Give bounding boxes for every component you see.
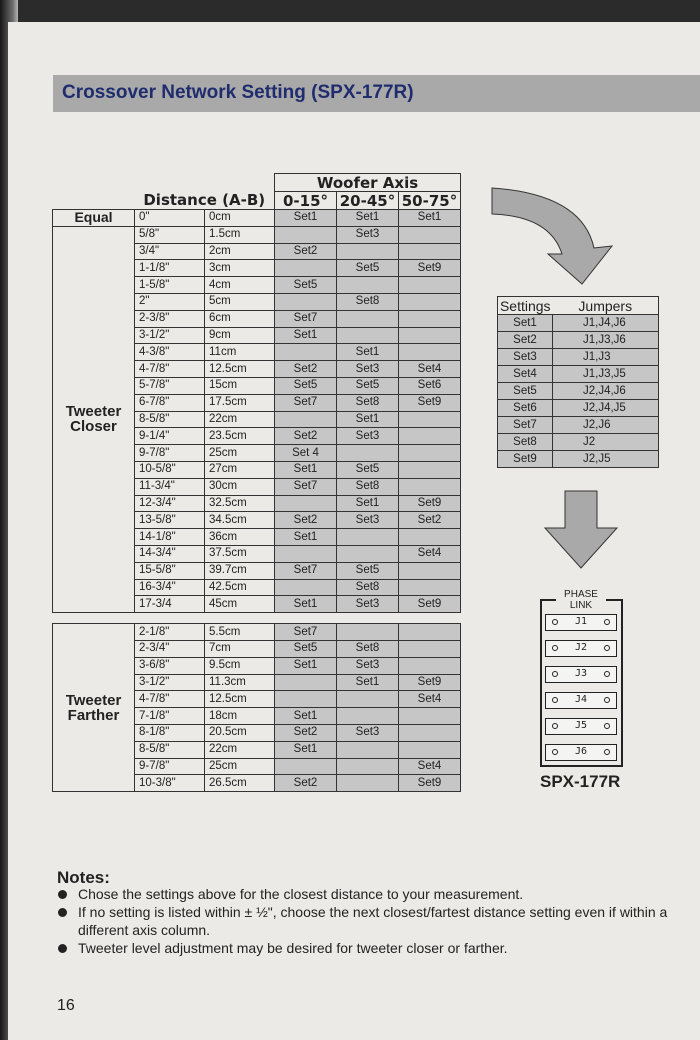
cell-setting: Set3 xyxy=(337,428,399,445)
cell-setting: Set4 xyxy=(399,691,461,708)
spacer-cell xyxy=(135,613,205,624)
cell-cm: 5cm xyxy=(205,293,275,310)
cell-inches: 4-7/8" xyxy=(135,361,205,378)
cell-setting: Set5 xyxy=(337,461,399,478)
cell-setting xyxy=(399,478,461,495)
jumper-label: J5 xyxy=(574,720,588,731)
cell-cm: 32.5cm xyxy=(205,495,275,512)
cell-cm: 9.5cm xyxy=(205,657,275,674)
cell-inches: 6-7/8" xyxy=(135,394,205,411)
cell-setting: Set4 xyxy=(399,361,461,378)
setting-name: Set9 xyxy=(498,451,553,468)
note-text: Tweeter level adjustment may be desired for tweeter closer or farther. xyxy=(78,940,508,956)
cell-setting xyxy=(275,411,337,428)
cell-setting: Set8 xyxy=(337,293,399,310)
cell-setting: Set5 xyxy=(337,377,399,394)
jumper-row xyxy=(498,417,659,434)
jumper-label: J4 xyxy=(574,694,588,705)
cell-setting xyxy=(399,562,461,579)
spacer-cell xyxy=(205,613,275,624)
jumper-j6 xyxy=(545,744,617,761)
jumper-j4 xyxy=(545,692,617,709)
cell-setting xyxy=(275,226,337,243)
cell-setting xyxy=(337,691,399,708)
bullet-icon xyxy=(58,890,67,899)
jumper-j1 xyxy=(545,614,617,631)
cell-cm: 25cm xyxy=(205,758,275,775)
woofer-axis-header: Woofer Axis xyxy=(275,174,461,192)
cell-setting xyxy=(275,674,337,691)
cell-setting xyxy=(399,724,461,741)
cell-setting xyxy=(399,461,461,478)
closer-label: Tweeter Closer xyxy=(53,226,135,612)
cell-setting: Set5 xyxy=(337,562,399,579)
cell-setting xyxy=(275,495,337,512)
closer-row xyxy=(53,226,461,243)
setting-name: Set7 xyxy=(498,417,553,434)
cell-cm: 0cm xyxy=(205,210,275,227)
cell-inches: 2" xyxy=(135,293,205,310)
jumper-row xyxy=(498,434,659,451)
cell-cm: 1.5cm xyxy=(205,226,275,243)
notes-list xyxy=(57,885,687,957)
cell-setting xyxy=(337,277,399,294)
cell-inches: 8-5/8" xyxy=(135,741,205,758)
cell-cm: 6cm xyxy=(205,310,275,327)
cell-inches: 2-1/8" xyxy=(135,624,205,641)
jumper-label: J6 xyxy=(574,746,588,757)
cell-setting xyxy=(399,741,461,758)
cell-inches: 0" xyxy=(135,210,205,227)
cell-cm: 5.5cm xyxy=(205,624,275,641)
cell-inches: 3-1/2" xyxy=(135,327,205,344)
cell-setting xyxy=(399,624,461,641)
cell-setting: Set9 xyxy=(399,394,461,411)
cell-setting xyxy=(275,344,337,361)
cell-setting: Set7 xyxy=(275,478,337,495)
cell-setting xyxy=(399,411,461,428)
note-text: Chose the settings above for the closest distance to your measurement. xyxy=(78,886,524,902)
cell-setting: Set2 xyxy=(275,775,337,792)
cell-setting xyxy=(275,293,337,310)
cell-setting: Set8 xyxy=(337,579,399,596)
cell-cm: 25cm xyxy=(205,445,275,462)
cell-inches: 12-3/4" xyxy=(135,495,205,512)
cell-inches: 10-5/8" xyxy=(135,461,205,478)
cell-setting xyxy=(399,293,461,310)
farther-row xyxy=(53,624,461,641)
model-label: SPX-177R xyxy=(540,772,621,791)
cell-setting xyxy=(399,708,461,725)
cell-setting: Set2 xyxy=(275,512,337,529)
cell-inches: 5-7/8" xyxy=(135,377,205,394)
down-arrow-icon xyxy=(543,490,619,570)
jumper-j2 xyxy=(545,640,617,657)
cell-inches: 3-6/8" xyxy=(135,657,205,674)
cell-cm: 22cm xyxy=(205,411,275,428)
cell-setting: Set2 xyxy=(275,361,337,378)
cell-setting: Set8 xyxy=(337,394,399,411)
jumpers-header: Jumpers xyxy=(553,297,659,315)
cell-cm: 22cm xyxy=(205,741,275,758)
cell-cm: 45cm xyxy=(205,596,275,613)
cell-setting: Set7 xyxy=(275,624,337,641)
cell-setting: Set5 xyxy=(275,377,337,394)
setting-name: Set2 xyxy=(498,332,553,349)
cell-setting: Set 4 xyxy=(275,445,337,462)
note-text: If no setting is listed within ± ½", choose the next closest/fartest distance setting even if within a different axis column. xyxy=(78,904,668,938)
jumper-table xyxy=(497,296,659,468)
jumper-row xyxy=(498,349,659,366)
cell-setting: Set4 xyxy=(399,758,461,775)
cell-setting xyxy=(399,529,461,546)
cell-setting xyxy=(275,691,337,708)
phase-link-title: PHASE LINK xyxy=(556,589,606,611)
note-item xyxy=(57,939,687,957)
curved-arrow-icon xyxy=(490,186,615,286)
cell-cm: 30cm xyxy=(205,478,275,495)
cell-inches: 2-3/8" xyxy=(135,310,205,327)
jumper-row xyxy=(498,400,659,417)
cell-cm: 27cm xyxy=(205,461,275,478)
cell-setting xyxy=(399,243,461,260)
cell-inches: 10-3/8" xyxy=(135,775,205,792)
cell-cm: 9cm xyxy=(205,327,275,344)
cell-setting xyxy=(337,529,399,546)
cell-inches: 2-3/4" xyxy=(135,640,205,657)
setting-name: Set4 xyxy=(498,366,553,383)
cell-inches: 4-7/8" xyxy=(135,691,205,708)
cell-setting: Set1 xyxy=(337,495,399,512)
cell-setting xyxy=(399,277,461,294)
cell-cm: 11cm xyxy=(205,344,275,361)
cell-cm: 4cm xyxy=(205,277,275,294)
cell-cm: 42.5cm xyxy=(205,579,275,596)
cell-setting: Set1 xyxy=(275,596,337,613)
cell-setting: Set2 xyxy=(275,428,337,445)
cell-setting: Set3 xyxy=(337,361,399,378)
jumper-label: J1 xyxy=(574,616,588,627)
jumper-row xyxy=(498,315,659,332)
setting-jumpers: J2,J4,J6 xyxy=(553,383,659,400)
cell-setting xyxy=(337,445,399,462)
cell-cm: 37.5cm xyxy=(205,545,275,562)
equal-row xyxy=(53,210,461,227)
cell-setting xyxy=(337,327,399,344)
cell-inches: 8-1/8" xyxy=(135,724,205,741)
cell-cm: 17.5cm xyxy=(205,394,275,411)
cell-setting: Set1 xyxy=(337,210,399,227)
page-title: Crossover Network Setting (SPX-177R) xyxy=(62,82,414,103)
cell-cm: 15cm xyxy=(205,377,275,394)
cell-inches: 15-5/8" xyxy=(135,562,205,579)
cell-inches: 1-5/8" xyxy=(135,277,205,294)
cell-setting: Set9 xyxy=(399,775,461,792)
setting-name: Set3 xyxy=(498,349,553,366)
cell-inches: 17-3/4 xyxy=(135,596,205,613)
jumper-j3 xyxy=(545,666,617,683)
cell-cm: 12.5cm xyxy=(205,691,275,708)
cell-setting: Set1 xyxy=(275,210,337,227)
cell-inches: 9-7/8" xyxy=(135,758,205,775)
setting-jumpers: J1,J3 xyxy=(553,349,659,366)
setting-jumpers: J2 xyxy=(553,434,659,451)
cell-setting: Set7 xyxy=(275,394,337,411)
cell-cm: 7cm xyxy=(205,640,275,657)
crossover-table xyxy=(52,173,461,792)
bullet-icon xyxy=(58,908,67,917)
cell-setting: Set1 xyxy=(399,210,461,227)
cell-setting xyxy=(337,741,399,758)
cell-setting: Set6 xyxy=(399,377,461,394)
cell-setting xyxy=(275,758,337,775)
cell-setting xyxy=(337,545,399,562)
cell-inches: 16-3/4" xyxy=(135,579,205,596)
cell-inches: 4-3/8" xyxy=(135,344,205,361)
cell-cm: 12.5cm xyxy=(205,361,275,378)
axis-header: 0-15° xyxy=(275,192,337,210)
spacer-cell xyxy=(275,613,337,624)
cell-setting xyxy=(399,640,461,657)
cell-inches: 9-7/8" xyxy=(135,445,205,462)
setting-jumpers: J1,J3,J5 xyxy=(553,366,659,383)
setting-name: Set1 xyxy=(498,315,553,332)
cell-setting: Set1 xyxy=(275,708,337,725)
spacer-cell xyxy=(399,613,461,624)
cell-setting xyxy=(337,708,399,725)
equal-label: Equal xyxy=(53,210,135,227)
cell-cm: 34.5cm xyxy=(205,512,275,529)
setting-name: Set6 xyxy=(498,400,553,417)
setting-name: Set8 xyxy=(498,434,553,451)
cell-inches: 11-3/4" xyxy=(135,478,205,495)
cell-setting xyxy=(399,428,461,445)
cell-cm: 39.7cm xyxy=(205,562,275,579)
group-spacer xyxy=(53,613,461,624)
cell-setting: Set9 xyxy=(399,674,461,691)
setting-jumpers: J2,J5 xyxy=(553,451,659,468)
cell-cm: 2cm xyxy=(205,243,275,260)
cell-setting: Set2 xyxy=(275,724,337,741)
cell-setting xyxy=(399,445,461,462)
cell-cm: 23.5cm xyxy=(205,428,275,445)
jumper-label: J2 xyxy=(574,642,588,653)
cell-setting: Set3 xyxy=(337,512,399,529)
cell-setting: Set9 xyxy=(399,260,461,277)
axis-header: 50-75° xyxy=(399,192,461,210)
bullet-icon xyxy=(58,944,67,953)
cell-inches: 3-1/2" xyxy=(135,674,205,691)
cell-setting xyxy=(399,579,461,596)
cell-setting: Set2 xyxy=(399,512,461,529)
cell-setting: Set1 xyxy=(275,461,337,478)
cell-setting: Set1 xyxy=(337,344,399,361)
note-item xyxy=(57,885,687,903)
cell-setting: Set8 xyxy=(337,640,399,657)
setting-jumpers: J1,J3,J6 xyxy=(553,332,659,349)
cell-setting: Set1 xyxy=(275,657,337,674)
setting-jumpers: J1,J4,J6 xyxy=(553,315,659,332)
cell-setting xyxy=(275,260,337,277)
jumper-row xyxy=(498,383,659,400)
cell-cm: 26.5cm xyxy=(205,775,275,792)
cell-setting: Set3 xyxy=(337,657,399,674)
cell-cm: 3cm xyxy=(205,260,275,277)
cell-inches: 7-1/8" xyxy=(135,708,205,725)
cell-setting xyxy=(337,624,399,641)
cell-setting: Set9 xyxy=(399,495,461,512)
cell-inches: 3/4" xyxy=(135,243,205,260)
cell-setting: Set1 xyxy=(275,529,337,546)
jumper-label: J3 xyxy=(574,668,588,679)
settings-header: Settings xyxy=(498,297,553,315)
cell-setting: Set3 xyxy=(337,724,399,741)
cell-setting: Set1 xyxy=(337,411,399,428)
axis-header: 20-45° xyxy=(337,192,399,210)
cell-setting: Set1 xyxy=(275,741,337,758)
cell-setting xyxy=(275,579,337,596)
cell-setting: Set3 xyxy=(337,596,399,613)
cell-setting: Set5 xyxy=(275,277,337,294)
cell-setting: Set4 xyxy=(399,545,461,562)
farther-label: Tweeter Farther xyxy=(53,624,135,792)
cell-inches: 9-1/4" xyxy=(135,428,205,445)
spacer-cell xyxy=(337,613,399,624)
cell-inches: 13-5/8" xyxy=(135,512,205,529)
cell-cm: 11.3cm xyxy=(205,674,275,691)
cell-setting xyxy=(275,545,337,562)
cell-inches: 14-3/4" xyxy=(135,545,205,562)
cell-cm: 20.5cm xyxy=(205,724,275,741)
setting-jumpers: J2,J4,J5 xyxy=(553,400,659,417)
cell-setting xyxy=(399,310,461,327)
jumper-row xyxy=(498,366,659,383)
note-item xyxy=(57,903,687,939)
cell-inches: 1-1/8" xyxy=(135,260,205,277)
cell-setting xyxy=(399,226,461,243)
cell-setting: Set5 xyxy=(275,640,337,657)
cell-setting: Set9 xyxy=(399,596,461,613)
cell-inches: 14-1/8" xyxy=(135,529,205,546)
cell-setting: Set1 xyxy=(275,327,337,344)
cell-setting xyxy=(399,327,461,344)
cell-setting: Set8 xyxy=(337,478,399,495)
cell-setting xyxy=(337,243,399,260)
distance-header: Distance (A-B) xyxy=(135,192,275,210)
cell-cm: 36cm xyxy=(205,529,275,546)
cell-setting: Set1 xyxy=(337,674,399,691)
cell-setting xyxy=(399,657,461,674)
spacer-cell xyxy=(53,613,135,624)
jumper-row xyxy=(498,332,659,349)
cell-setting xyxy=(337,758,399,775)
cell-setting xyxy=(399,344,461,361)
cell-setting: Set7 xyxy=(275,310,337,327)
notes-heading: Notes: xyxy=(57,868,110,887)
page-number: 16 xyxy=(57,997,75,1014)
cell-inches: 8-5/8" xyxy=(135,411,205,428)
setting-name: Set5 xyxy=(498,383,553,400)
cell-setting: Set2 xyxy=(275,243,337,260)
cell-setting xyxy=(337,775,399,792)
cell-setting: Set5 xyxy=(337,260,399,277)
jumper-row xyxy=(498,451,659,468)
cell-cm: 18cm xyxy=(205,708,275,725)
cell-setting: Set3 xyxy=(337,226,399,243)
cell-setting: Set7 xyxy=(275,562,337,579)
setting-jumpers: J2,J6 xyxy=(553,417,659,434)
cell-inches: 5/8" xyxy=(135,226,205,243)
jumper-j5 xyxy=(545,718,617,735)
cell-setting xyxy=(337,310,399,327)
